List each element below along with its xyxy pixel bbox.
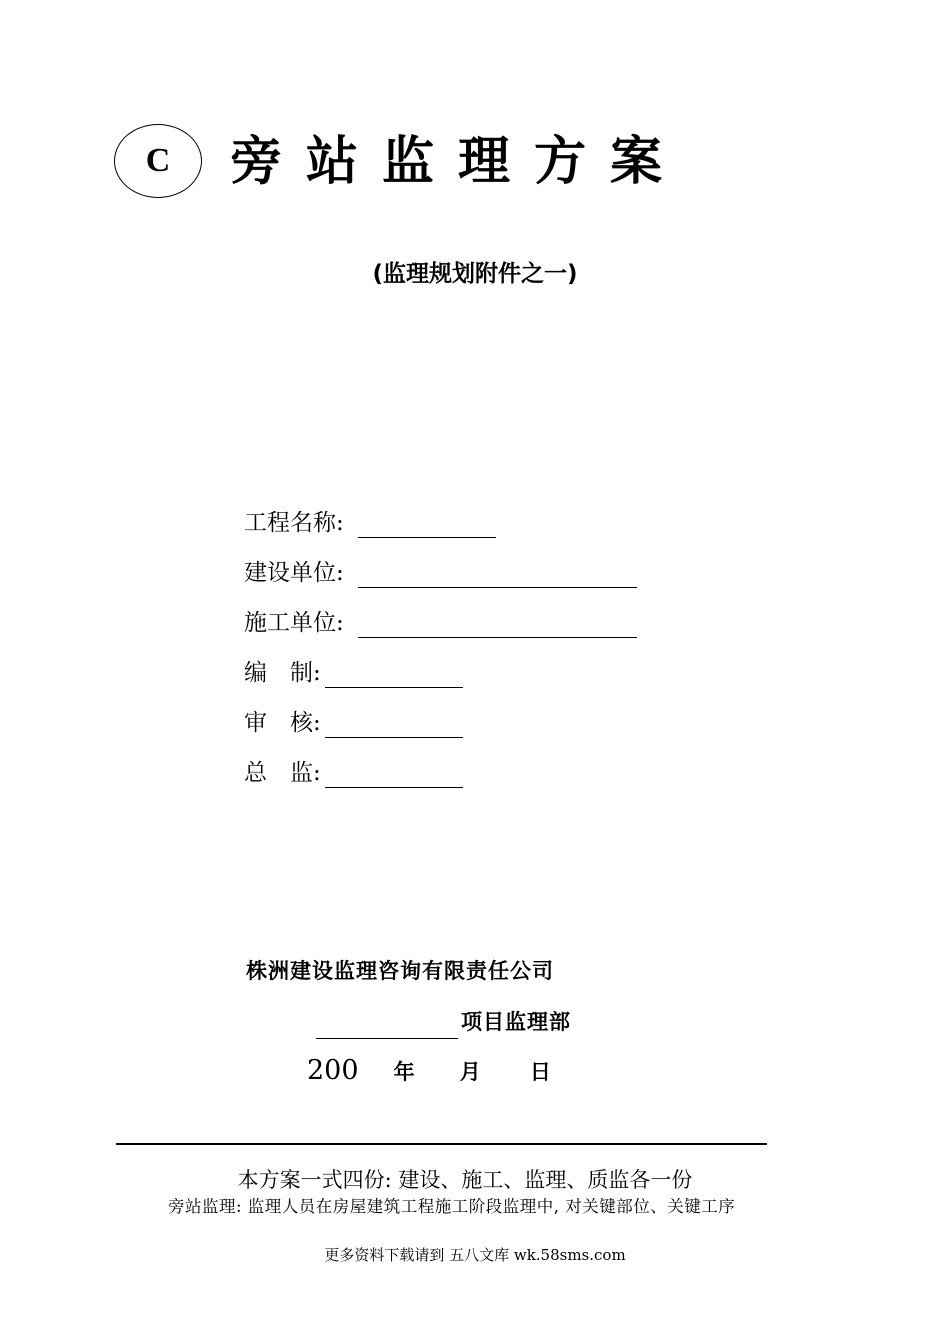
field-chief-supervisor	[244, 758, 463, 788]
divider-rule	[116, 1143, 767, 1145]
category-badge	[114, 124, 202, 198]
footer-text: 更多资料下载请到 五八文库 wk.58sms.com	[324, 1246, 626, 1264]
document-title: 旁站监理方案	[230, 132, 687, 192]
blank-line	[325, 763, 463, 788]
document-subtitle: (监理规划附件之一)	[372, 261, 578, 287]
date-line	[307, 1052, 551, 1093]
blank-line	[358, 613, 637, 638]
blank-line	[325, 663, 463, 688]
date-year: 200	[307, 1055, 359, 1086]
field-label: 建设单位:	[244, 560, 344, 586]
field-reviewer	[244, 708, 463, 738]
date-year-unit: 年	[393, 1060, 415, 1084]
blank-line	[325, 713, 463, 738]
date-month-unit: 月	[459, 1060, 481, 1084]
field-label: 工程名称:	[244, 510, 344, 536]
company-name: 株洲建设监理咨询有限责任公司	[246, 959, 554, 983]
definition-note: 旁站监理: 监理人员在房屋建筑工程施工阶段监理中, 对关键部位、关键工序	[168, 1197, 736, 1216]
field-compiler	[244, 658, 463, 688]
blank-line	[358, 563, 637, 588]
field-construction-unit	[244, 558, 637, 588]
field-label: 编 制:	[244, 660, 321, 686]
field-builder-unit	[244, 608, 637, 638]
field-project-name	[244, 508, 496, 538]
blank-line	[358, 513, 496, 538]
field-label: 总 监:	[244, 760, 321, 786]
department-blank-line	[316, 1038, 458, 1039]
field-label: 施工单位:	[244, 610, 344, 636]
field-label: 审 核:	[244, 710, 321, 736]
date-day-unit: 日	[529, 1060, 551, 1084]
department-name: 项目监理部	[461, 1010, 571, 1034]
badge-letter: C	[145, 142, 171, 179]
copies-note: 本方案一式四份: 建设、施工、监理、质监各一份	[237, 1168, 693, 1192]
